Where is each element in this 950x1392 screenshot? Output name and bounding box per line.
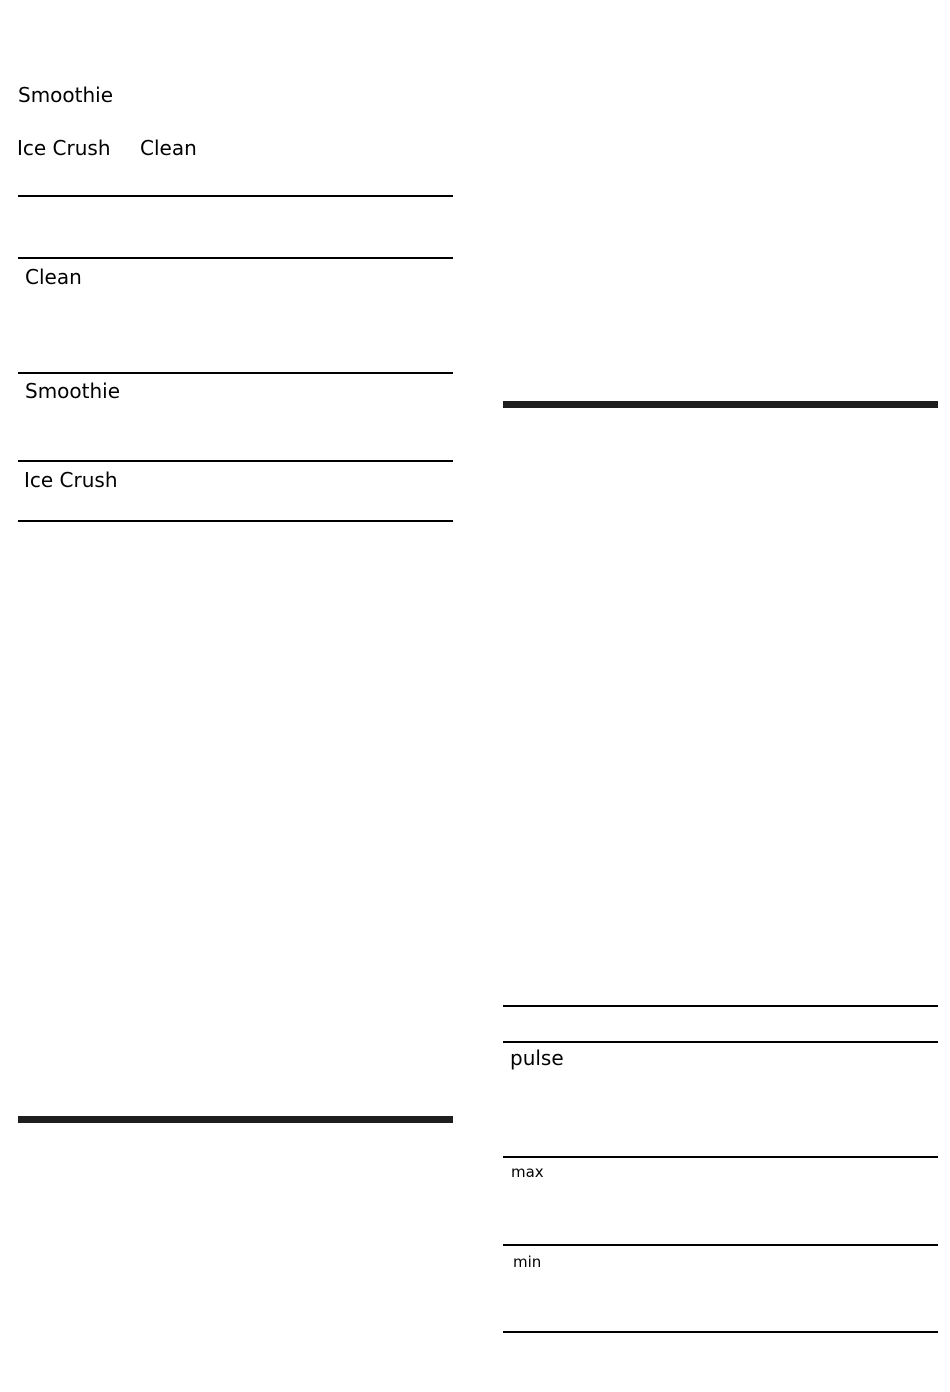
left-table-row-ice-crush: Ice Crush	[24, 468, 118, 492]
clean-label-top: Clean	[140, 136, 197, 160]
right-table-rule	[503, 1244, 938, 1246]
left-table-row-clean: Clean	[25, 265, 82, 289]
left-table-rule	[18, 460, 453, 462]
left-table-rule	[18, 520, 453, 522]
right-table-rule	[503, 1041, 938, 1043]
section-divider-right	[503, 401, 938, 408]
left-table-row-smoothie: Smoothie	[25, 379, 121, 403]
right-table-row-max: max	[511, 1163, 544, 1181]
section-divider-left	[18, 1116, 453, 1123]
ice-crush-label-top: Ice Crush	[17, 136, 111, 160]
right-table-row-min: min	[513, 1253, 542, 1271]
left-table-rule	[18, 195, 453, 197]
smoothie-label-top: Smoothie	[18, 83, 114, 107]
right-table-rule	[503, 1005, 938, 1007]
left-table-rule	[18, 257, 453, 259]
right-table-row-pulse: pulse	[510, 1046, 564, 1070]
right-table-rule	[503, 1331, 938, 1333]
left-table-rule	[18, 372, 453, 374]
right-table-rule	[503, 1156, 938, 1158]
